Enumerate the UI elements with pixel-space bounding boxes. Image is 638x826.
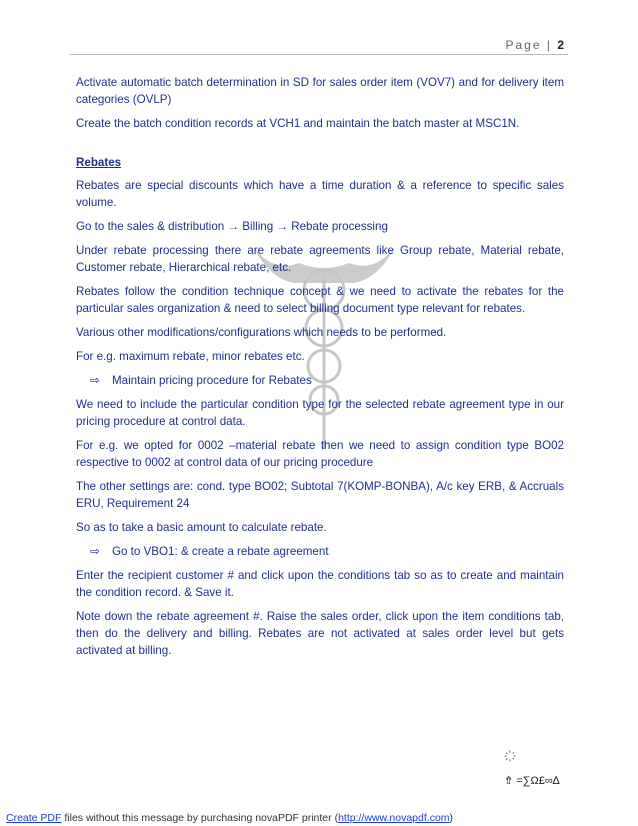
paragraph: For e.g. we opted for 0002 –material rebate then we need to assign condition type BO02 respective to 0002 at control data of our pricing procedure (76, 439, 564, 469)
paragraph: Rebates follow the condition technique concept & we need to activate the rebates for the particular sales organization & need to select billing document type relevant for rebates. (76, 285, 564, 315)
page-label: Page | (505, 38, 552, 52)
paragraph: Various other modifications/configurations which needs to be performed. (76, 326, 447, 339)
paragraph: Under rebate processing there are rebate agreements like Group rebate, Material rebate, Customer rebate, Hierarchical rebate, etc. (76, 244, 564, 274)
bullet-text: Go to VBO1: & create a rebate agreement (112, 545, 329, 558)
novapdf-text: files without this message by purchasing novaPDF printer ( (61, 812, 339, 824)
bullet-text: Maintain pricing procedure for Rebates (112, 374, 312, 387)
novapdf-footer (6, 812, 453, 824)
novapdf-url-link[interactable]: http://www.novapdf.com (338, 812, 450, 824)
paragraph: Go to the sales & distribution → Billing → Rebate processing (76, 220, 388, 233)
section-heading-rebates: Rebates (76, 156, 122, 169)
paragraph: For e.g. maximum rebate, minor rebates etc. (76, 350, 305, 363)
arrow-icon: ⇨ (90, 545, 100, 558)
paragraph: So as to take a basic amount to calculate rebate. (76, 521, 327, 534)
bullet-item (90, 543, 564, 560)
header-rule (70, 54, 568, 55)
bullet-item (90, 372, 564, 389)
paragraph: Enter the recipient customer # and click upon the conditions tab so as to create and maintain the condition record. & Save it. (76, 569, 564, 599)
paragraph: Create the batch condition records at VCH1 and maintain the batch master at MSC1N. (76, 117, 520, 130)
paragraph: We need to include the particular condition type for the selected rebate agreement type in our pricing procedure at control data. (76, 398, 564, 428)
document-body (76, 74, 564, 666)
page-number: 2 (557, 38, 566, 52)
paragraph: The other settings are: cond. type BO02; Subtotal 7(KOMP-BONBA), A/c key ERB, & Accruals ERU, Requirement 24 (76, 480, 564, 510)
novapdf-text-end: ) (449, 812, 454, 824)
paragraph: Activate automatic batch determination in SD for sales order item (VOV7) and for delivery item categories (OVLP) (76, 76, 564, 106)
footer-symbols: ⇮ =∑Ω£∞∆ (504, 775, 560, 787)
paragraph: Note down the rebate agreement #. Raise the sales order, click upon the item conditions tab, then do the delivery and billing. Rebates are not activated at sales order level but gets activated at billing. (76, 610, 564, 657)
paragraph: Rebates are special discounts which have a time duration & a reference to specific sales volume. (76, 179, 564, 209)
page-header (505, 38, 566, 52)
arrow-icon: ⇨ (90, 374, 100, 387)
create-pdf-link[interactable]: Create PDF (6, 812, 62, 824)
